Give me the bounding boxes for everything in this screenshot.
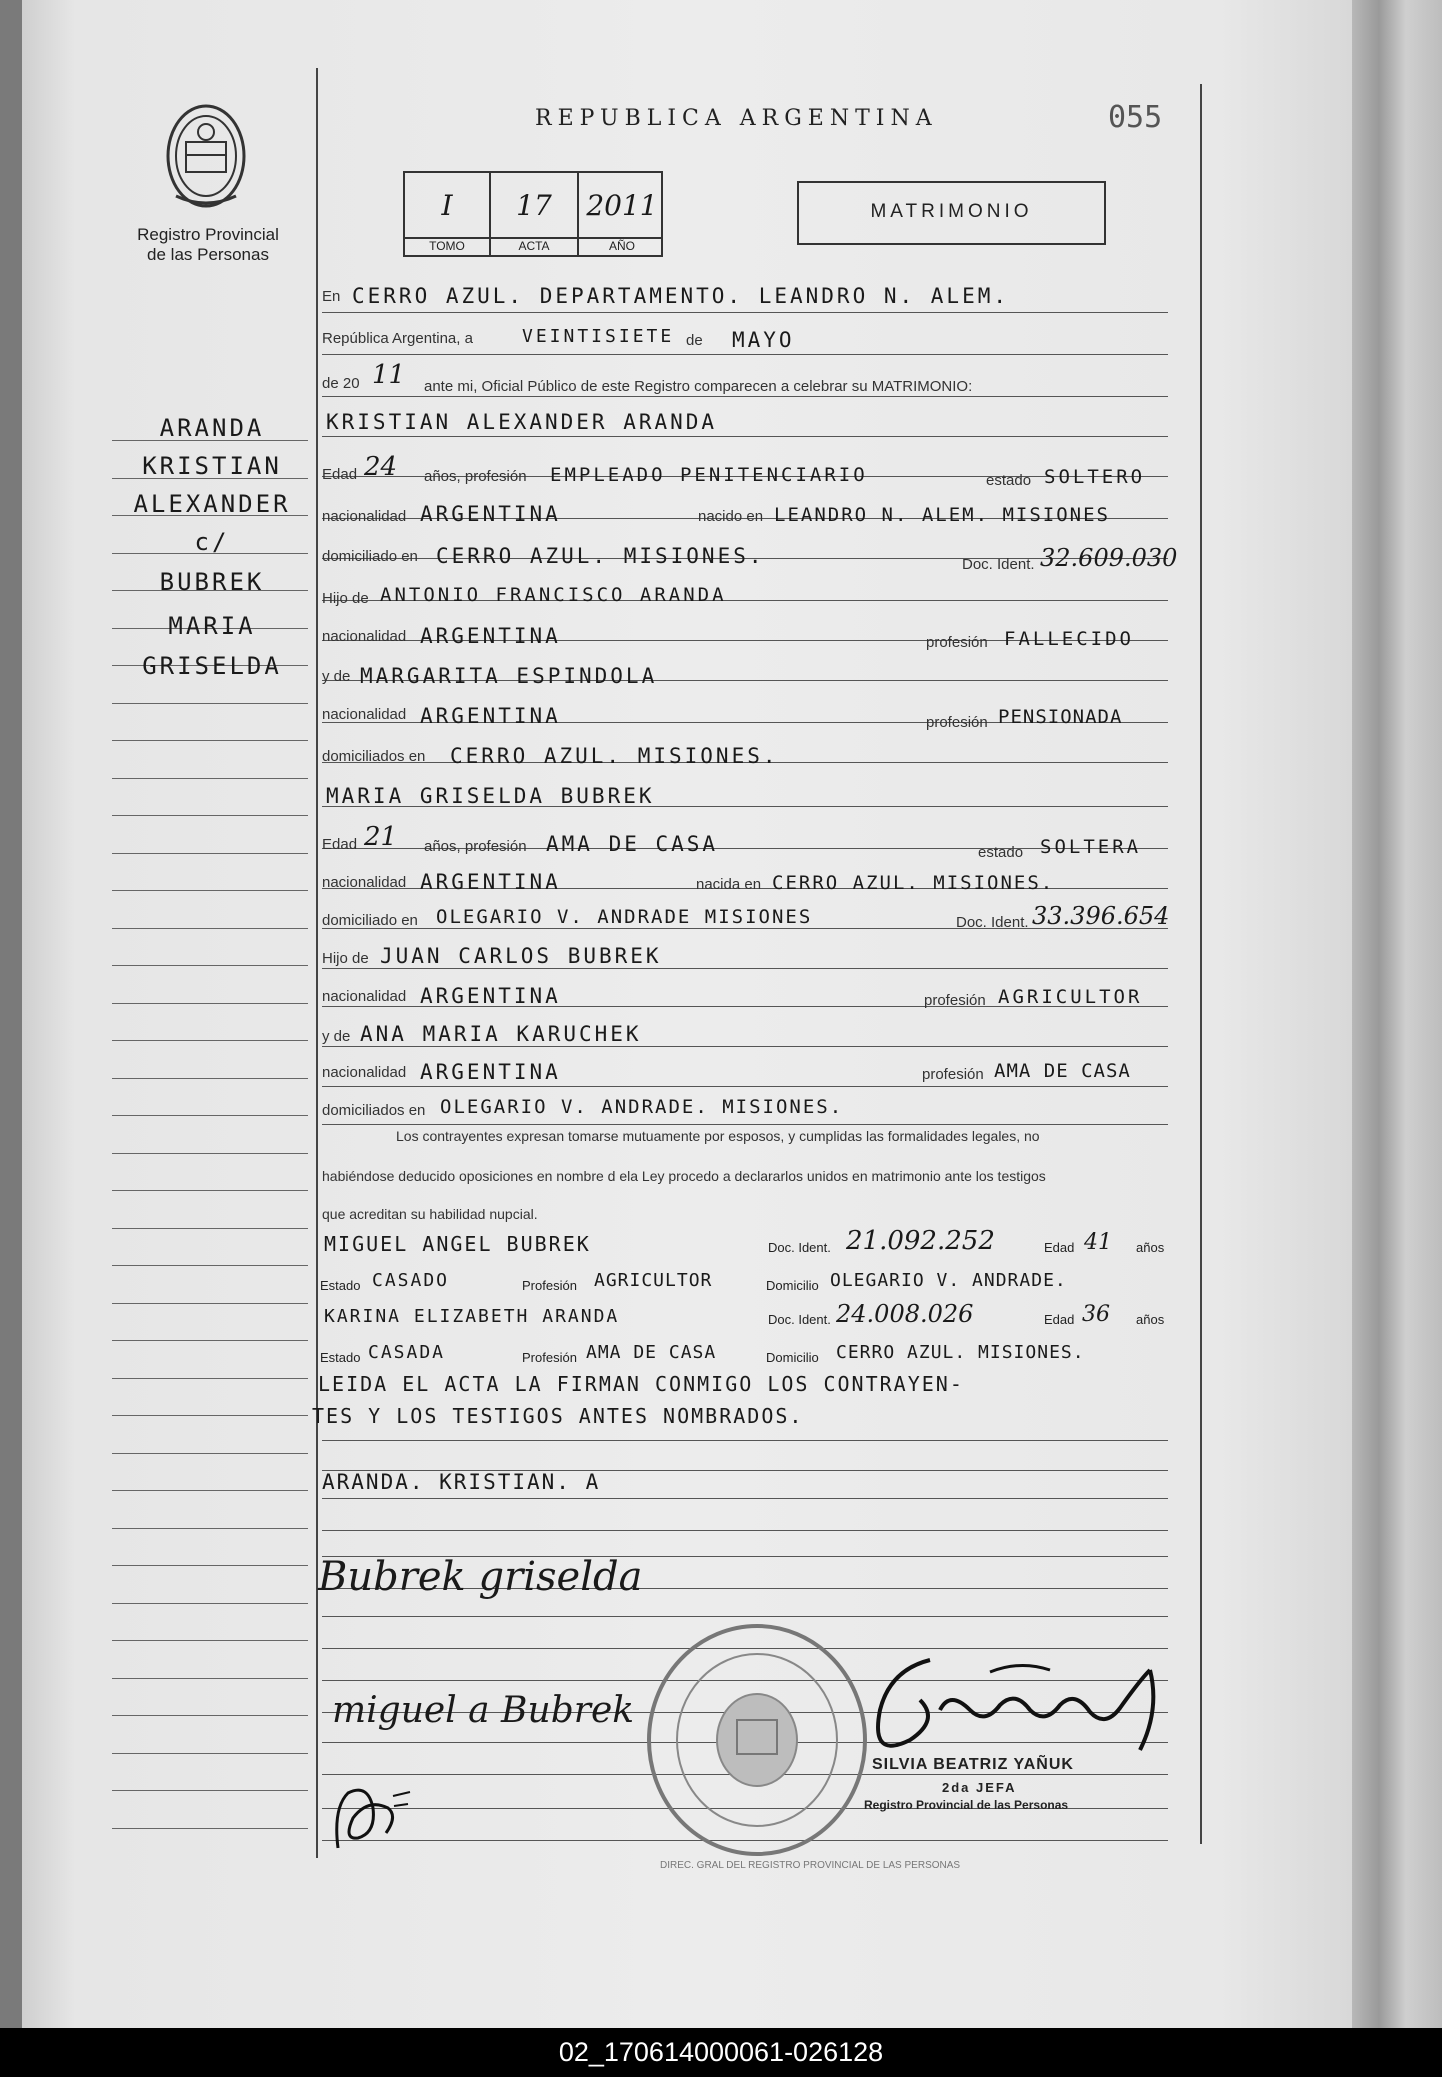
margin-rule [112, 1453, 308, 1454]
witness1-dom-label: Domicilio [766, 1278, 819, 1293]
official-name: SILVIA BEATRIZ YAÑUK [872, 1756, 1074, 1773]
image-caption: 02_170614000061-026128 [558, 2037, 884, 2067]
groom-mother-nat-label: nacionalidad [322, 706, 407, 723]
official-scribble [328, 1778, 418, 1858]
margin-rule [112, 965, 308, 966]
form-rule [322, 1440, 1168, 1441]
groom-nationality: ARGENTINA [420, 502, 561, 526]
bride-mother-nationality: ARGENTINA [420, 1060, 561, 1084]
bride-doc-label: Doc. Ident. [956, 914, 1029, 931]
margin-rule [112, 1078, 308, 1079]
groom-father-prof-label: profesión [926, 634, 988, 651]
bride-age: 21 [364, 822, 398, 852]
bride-mother-nat-label: nacionalidad [322, 1064, 407, 1081]
seal-text: DIREC. GRAL DEL REGISTRO PROVINCIAL DE LAS PERSONAS [660, 1860, 961, 1871]
bride-father: JUAN CARLOS BUBREK [380, 944, 662, 968]
witness1-doc-label: Doc. Ident. [768, 1240, 831, 1255]
margin-rule [112, 1753, 308, 1754]
groom-doc: 32.609.030 [1040, 544, 1178, 572]
margin-rule [112, 703, 308, 704]
bride-father-prof-label: profesión [924, 992, 986, 1009]
form-rule [322, 1616, 1168, 1617]
form-rule [322, 1530, 1168, 1531]
bride-name: MARIA GRISELDA BUBREK [326, 784, 655, 808]
acta-value: 17 [516, 189, 552, 222]
groom-father-nationality: ARGENTINA [420, 624, 561, 648]
seal-icon [642, 1620, 872, 1860]
form-rule [322, 1086, 1168, 1087]
witness1-doc: 21.092.252 [846, 1226, 995, 1256]
province-crest [158, 100, 254, 212]
groom-father-profession: FALLECIDO [1004, 628, 1134, 650]
margin-rule [112, 1528, 308, 1529]
margin-rule [112, 1565, 308, 1566]
margin-rule [112, 1003, 308, 1004]
intro-statement: ante mi, Oficial Público de este Registro comparecen a celebrar su MATRIMONIO: [424, 378, 973, 395]
bride-nationality: ARGENTINA [420, 870, 561, 894]
legal-line2: habiéndose deducido oposiciones en nombre d ela Ley procedo a declararlos unidos en matrimonio ante los testigos [322, 1168, 1046, 1184]
groom-mother-prof-label: profesión [926, 714, 988, 731]
bride-signature: Bubrek griselda [318, 1554, 643, 1600]
witness1-domicile: OLEGARIO V. ANDRADE. [830, 1270, 1067, 1291]
bride-yde-label: y de [322, 1028, 351, 1045]
margin-rule [112, 1415, 308, 1416]
witness2-domicile: CERRO AZUL. MISIONES. [836, 1342, 1085, 1363]
groom-civil-status: SOLTERO [1044, 466, 1146, 488]
bride-father-nationality: ARGENTINA [420, 984, 561, 1008]
witness2-prof-label: Profesión [522, 1350, 577, 1365]
official-title: 2da JEFA [942, 1780, 1017, 1795]
groom-name: KRISTIAN ALEXANDER ARANDA [326, 410, 718, 434]
margin-rule [112, 1490, 308, 1491]
witness1-name: MIGUEL ANGEL BUBREK [324, 1232, 591, 1256]
bride-civil-status: SOLTERA [1040, 836, 1142, 858]
bride-domiciliado-label: domiciliado en [322, 912, 418, 929]
groom-father-nat-label: nacionalidad [322, 628, 407, 645]
page-edge [1352, 0, 1442, 2028]
witness2-civil-status: CASADA [368, 1342, 446, 1363]
record-type: MATRIMONIO [870, 201, 1033, 222]
margin-rule [112, 778, 308, 779]
tomo-value: I [441, 189, 453, 222]
record-number-box [403, 171, 663, 257]
margin-rule [112, 1040, 308, 1041]
witness2-profession: AMA DE CASA [586, 1342, 717, 1363]
margin-name-3: ALEXANDER [133, 490, 291, 518]
year-suffix: 11 [372, 360, 406, 390]
form-rule [322, 354, 1168, 355]
bride-doc: 33.396.654 [1032, 902, 1170, 930]
margin-name-5: BUBREK [159, 568, 265, 596]
de-label: de [686, 332, 703, 349]
country-title: REPUBLICA ARGENTINA [535, 106, 938, 131]
groom-mother: MARGARITA ESPINDOLA [360, 664, 658, 688]
en-label: En [322, 288, 341, 305]
witness1-edad-label: Edad [1044, 1240, 1075, 1255]
margin-rule [112, 1678, 308, 1679]
groom-mother-profession: PENSIONADA [998, 706, 1123, 728]
republica-label: República Argentina, a [322, 330, 473, 347]
bride-nacida-label: nacida en [696, 876, 762, 893]
bride-estado-label: estado [978, 844, 1024, 861]
margin-name-4: c/ [194, 528, 230, 556]
margin-rule [112, 890, 308, 891]
bride-mother-profession: AMA DE CASA [994, 1060, 1131, 1082]
record-type-box [797, 181, 1106, 245]
margin-rule [112, 928, 308, 929]
form-rule [322, 968, 1168, 969]
legal-line3: que acreditan su habilidad nupcial. [322, 1206, 538, 1222]
margin-rule [112, 1790, 308, 1791]
right-border [1200, 84, 1202, 1844]
bride-mother: ANA MARIA KARUCHEK [360, 1022, 642, 1046]
margin-rule [112, 1640, 308, 1641]
official-seal [642, 1620, 872, 1860]
signature-scribble-icon [328, 1778, 418, 1858]
bride-birthplace: CERRO AZUL. MISIONES. [772, 872, 1055, 894]
groom-nacido-label: nacido en [698, 508, 764, 525]
margin-rule [112, 1378, 308, 1379]
witness2-doc: 24.008.026 [836, 1300, 974, 1328]
groom-mother-nationality: ARGENTINA [420, 704, 561, 728]
witness2-edad-label: Edad [1044, 1312, 1075, 1327]
groom-signature: ARANDA. KRISTIAN. A [322, 1470, 601, 1494]
form-rule [322, 396, 1168, 397]
bride-anos-profesion-label: años, profesión [424, 838, 527, 855]
margin-name-1: ARANDA [159, 414, 265, 442]
bride-profession: AMA DE CASA [546, 832, 719, 856]
margin-rule [112, 1228, 308, 1229]
groom-hijo-label: Hijo de [322, 590, 369, 607]
groom-parents-domicile: CERRO AZUL. MISIONES. [450, 744, 779, 768]
registry-line1: Registro Provincial [137, 225, 279, 244]
groom-birthplace: LEANDRO N. ALEM. MISIONES [774, 504, 1110, 526]
groom-nacionalidad-label: nacionalidad [322, 508, 407, 525]
margin-name-6: MARIA [168, 612, 256, 640]
witness1-age: 41 [1084, 1230, 1112, 1255]
ano-value: 2011 [586, 189, 658, 222]
acta-label: ACTA [518, 239, 550, 253]
crest-icon [158, 100, 254, 212]
groom-domicile: CERRO AZUL. MISIONES. [436, 544, 765, 568]
form-rule [322, 1124, 1168, 1125]
groom-father: ANTONIO FRANCISCO ARANDA [380, 584, 727, 606]
margin-rule [112, 1265, 308, 1266]
groom-anos-profesion-label: años, profesión [424, 468, 527, 485]
margin-rule [112, 853, 308, 854]
form-rule [322, 312, 1168, 313]
closing-line2: TES Y LOS TESTIGOS ANTES NOMBRADOS. [312, 1404, 804, 1428]
form-rule [322, 436, 1168, 437]
margin-rule [112, 1190, 308, 1191]
groom-domiciliados-label: domiciliados en [322, 748, 426, 765]
groom-doc-label: Doc. Ident. [962, 556, 1035, 573]
official-registry: Registro Provincial de las Personas [864, 1798, 1069, 1812]
bride-domiciliados-label: domiciliados en [322, 1102, 426, 1119]
bride-father-profession: AGRICULTOR [998, 986, 1143, 1008]
margin-rule [112, 1715, 308, 1716]
witness1-prof-label: Profesión [522, 1278, 577, 1293]
bride-father-nat-label: nacionalidad [322, 988, 407, 1005]
witness1-profession: AGRICULTOR [594, 1270, 713, 1291]
groom-age: 24 [364, 452, 398, 482]
ano-label: AÑO [608, 239, 635, 253]
intro-month: MAYO [732, 328, 795, 352]
groom-profession: EMPLEADO PENITENCIARIO [550, 464, 868, 486]
year-prefix: de 20 [322, 375, 360, 392]
witness2-doc-label: Doc. Ident. [768, 1312, 831, 1327]
witness1-estado-label: Estado [320, 1278, 361, 1293]
form-rule [322, 1498, 1168, 1499]
bride-edad-label: Edad [322, 836, 358, 853]
bride-domicile: OLEGARIO V. ANDRADE MISIONES [436, 906, 813, 928]
official-signature [850, 1650, 1170, 1770]
groom-estado-label: estado [986, 472, 1032, 489]
groom-yde-label: y de [322, 668, 351, 685]
bride-parents-domicile: OLEGARIO V. ANDRADE. MISIONES. [440, 1096, 844, 1118]
witness-signature: miguel a Bubrek [332, 1690, 635, 1731]
margin-rule [112, 1153, 308, 1154]
legal-line1: Los contrayentes expresan tomarse mutuamente por esposos, y cumplidas las formalidades legales, no [396, 1128, 1040, 1144]
intro-place: CERRO AZUL. DEPARTAMENTO. LEANDRO N. ALEM. [352, 284, 1010, 308]
intro-day: VEINTISIETE [522, 326, 675, 347]
registry-line2: de las Personas [147, 245, 269, 264]
margin-rule [112, 1828, 308, 1829]
witness2-dom-label: Domicilio [766, 1350, 819, 1365]
bride-nacionalidad-label: nacionalidad [322, 874, 407, 891]
margin-rule [112, 1340, 308, 1341]
closing-line1: LEIDA EL ACTA LA FIRMAN CONMIGO LOS CONTRAYEN- [318, 1372, 964, 1396]
bride-hijo-label: Hijo de [322, 950, 369, 967]
bride-mother-prof-label: profesión [922, 1066, 984, 1083]
witness2-anos-label: años [1136, 1312, 1165, 1327]
groom-domiciliado-label: domiciliado en [322, 548, 418, 565]
page-number: 055 [1108, 100, 1163, 135]
witness2-estado-label: Estado [320, 1350, 361, 1365]
margin-rule [112, 740, 308, 741]
margin-name-7: GRISELDA [142, 652, 282, 680]
signature-stroke-icon [850, 1650, 1170, 1770]
margin-rule [112, 1115, 308, 1116]
witness1-civil-status: CASADO [372, 1270, 450, 1291]
margin-rule [112, 815, 308, 816]
margin-name-2: KRISTIAN [142, 452, 282, 480]
margin-rule [112, 1603, 308, 1604]
margin-rule [112, 1303, 308, 1304]
groom-edad-label: Edad [322, 466, 358, 483]
witness2-name: KARINA ELIZABETH ARANDA [324, 1306, 620, 1327]
form-rule [322, 1046, 1168, 1047]
tomo-label: TOMO [429, 239, 465, 253]
witness1-anos-label: años [1136, 1240, 1165, 1255]
witness2-age: 36 [1082, 1302, 1110, 1327]
